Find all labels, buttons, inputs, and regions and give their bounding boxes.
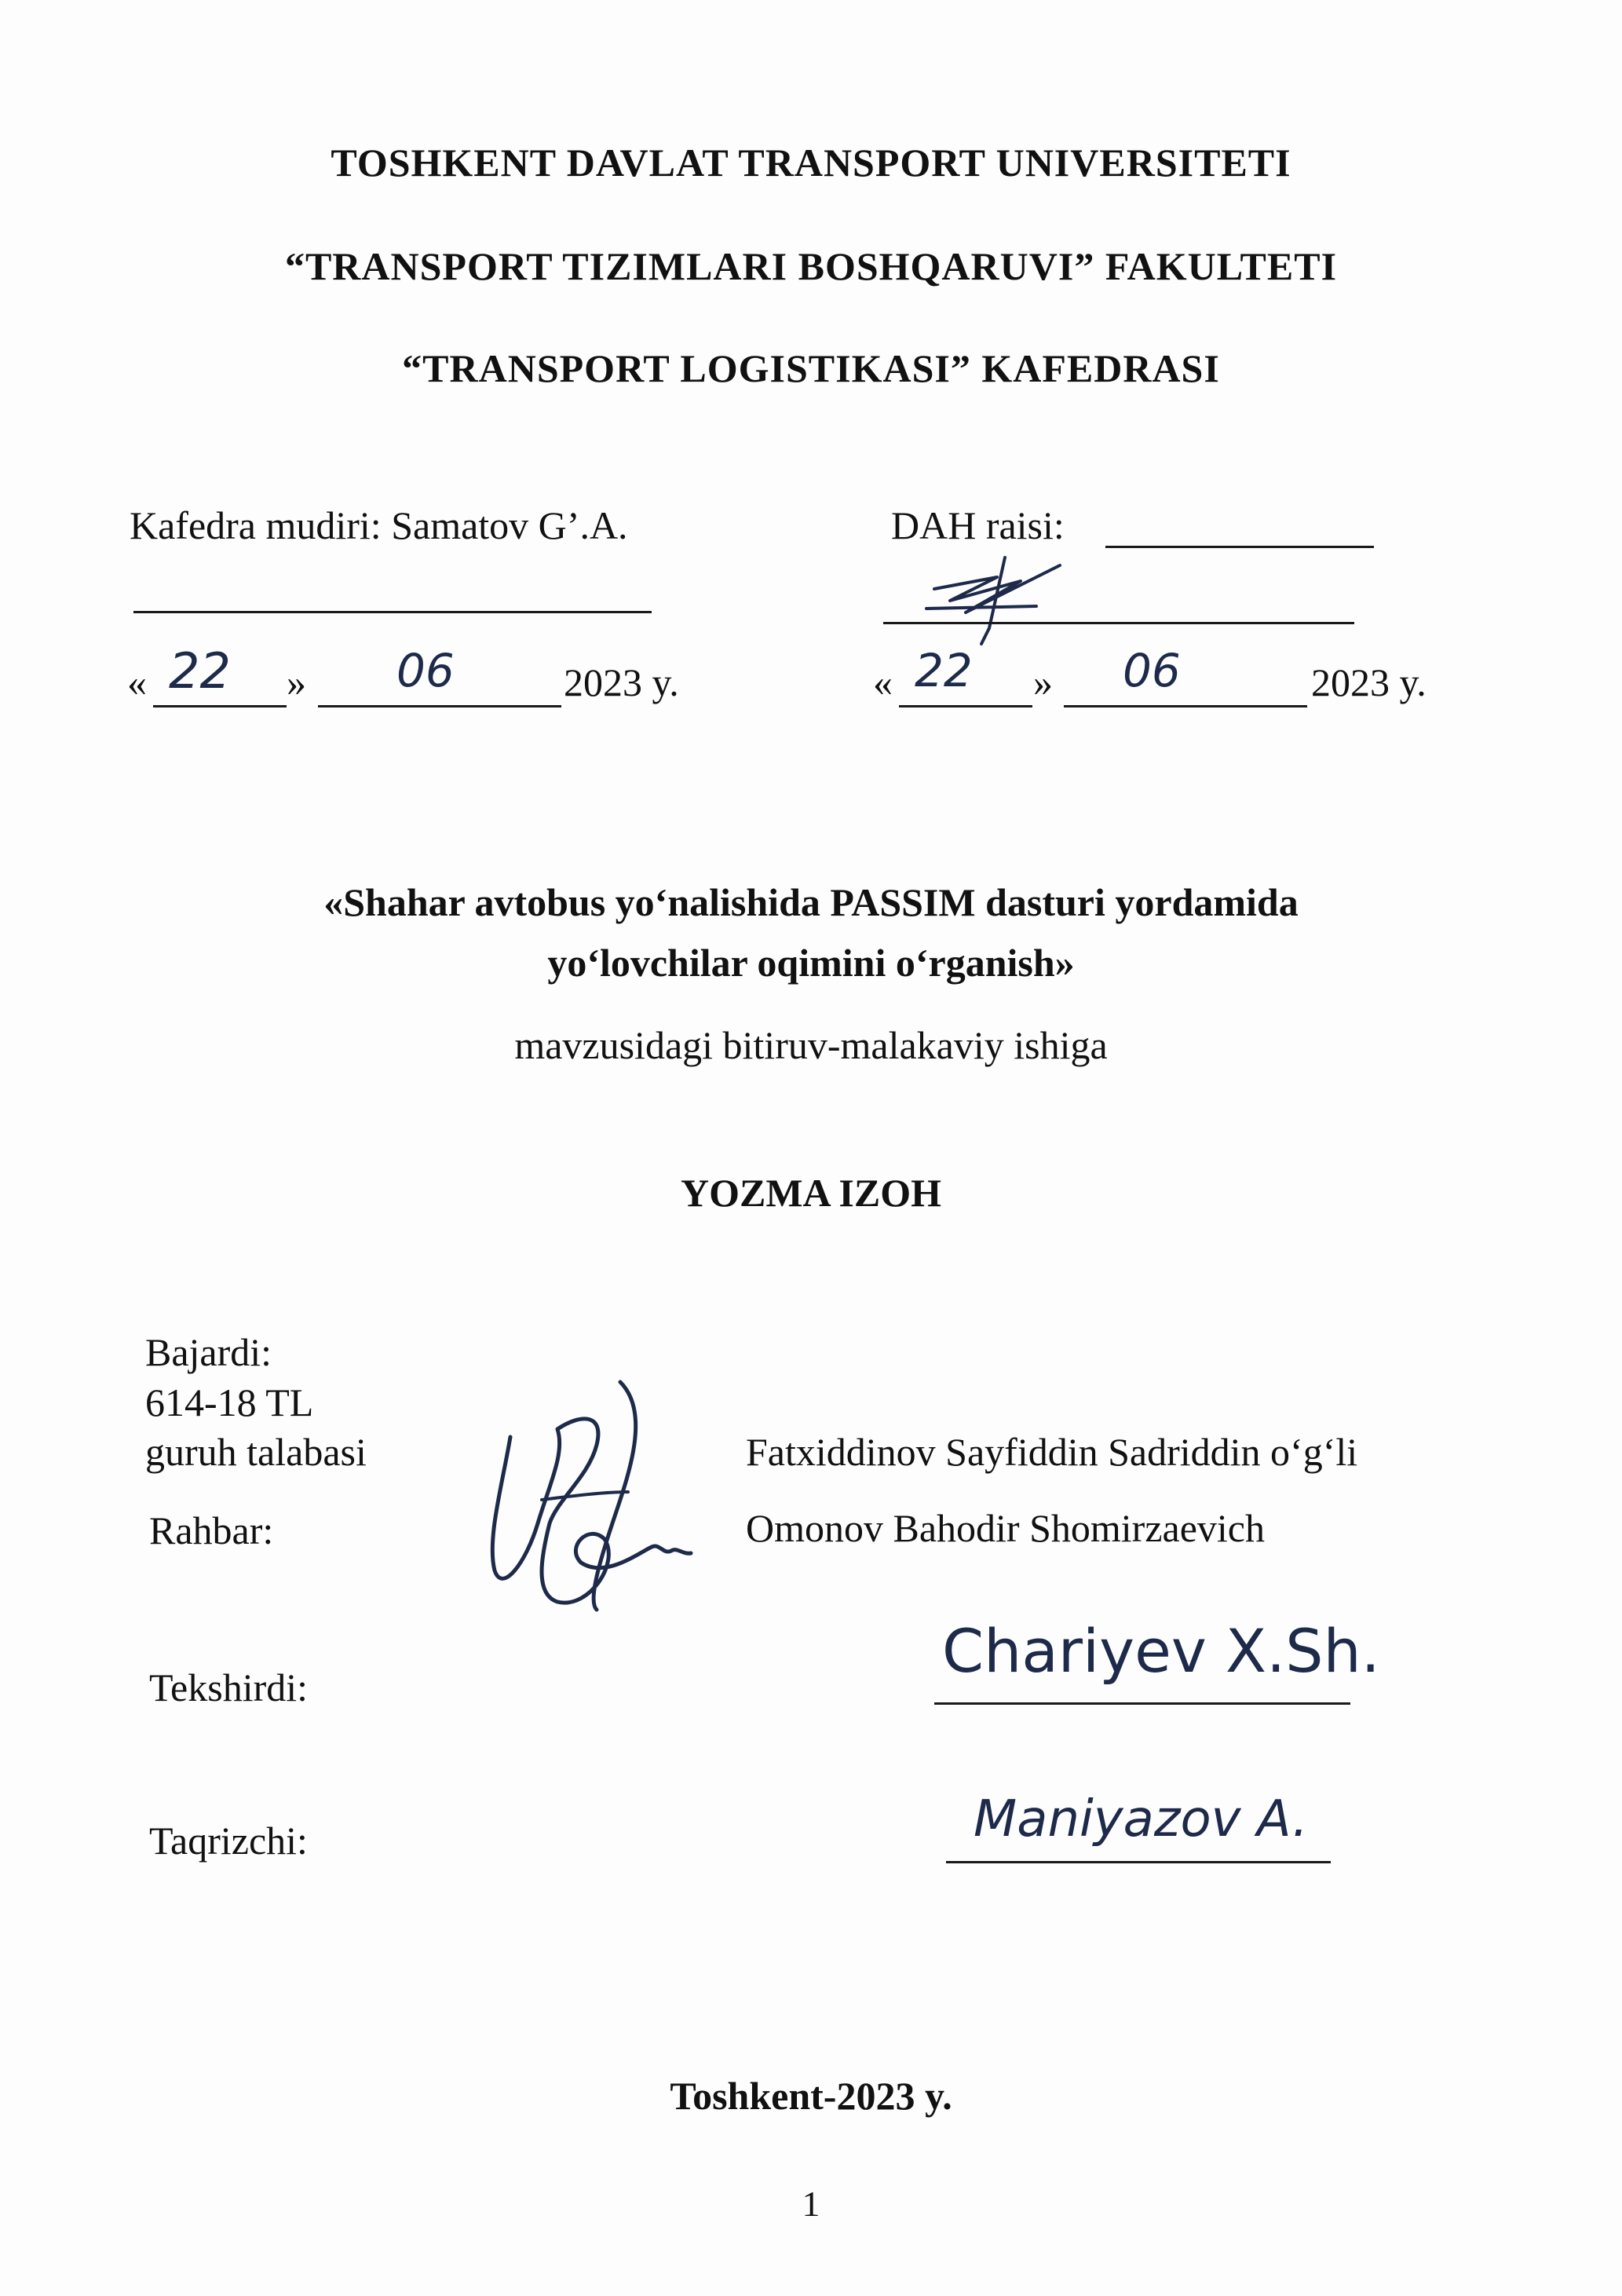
topic-subtitle: mavzusidagi bitiruv-malakaviy ishiga <box>514 1023 1108 1067</box>
document-title: YOZMA IZOH <box>681 1171 941 1215</box>
right-date-month-line <box>1064 705 1307 707</box>
left-date-open-quote: « <box>127 660 147 704</box>
department-head-signature-line <box>133 611 652 613</box>
right-date-month: 06 <box>1123 644 1181 697</box>
dah-chair-signature-line <box>883 622 1354 624</box>
dah-chair-signature <box>903 534 1083 660</box>
city-year: Toshkent-2023 y. <box>670 2074 952 2118</box>
right-date-day-line <box>899 705 1032 707</box>
left-date-month-line <box>318 705 561 707</box>
department-name: “TRANSPORT LOGISTIKASI” KAFEDRASI <box>402 346 1220 390</box>
supervisor-label: Rahbar: <box>149 1508 274 1552</box>
student-of-group-label: guruh talabasi <box>145 1430 367 1474</box>
right-date-year: 2023 y. <box>1311 660 1427 704</box>
left-date-close-quote: » <box>287 660 306 704</box>
student-supervisor-signatures <box>471 1366 707 1625</box>
right-date-open-quote: « <box>873 660 893 704</box>
checker-signature-line <box>934 1702 1350 1705</box>
page-number: 1 <box>802 2184 820 2224</box>
left-date-year: 2023 y. <box>564 660 679 704</box>
faculty-name: “TRANSPORT TIZIMLARI BOSHQARUVI” FAKULTETI <box>284 244 1338 288</box>
university-name: TOSHKENT DAVLAT TRANSPORT UNIVERSITETI <box>331 141 1291 185</box>
reviewer-label: Taqrizchi: <box>149 1819 308 1863</box>
topic-line-2: yo‘lovchilar oqimini o‘rganish» <box>547 941 1075 985</box>
reviewer-signature-line <box>946 1861 1331 1863</box>
checker-name: Chariyev X.Sh. <box>942 1616 1380 1686</box>
department-head-label: Kafedra mudiri: Samatov G’.A. <box>130 503 628 547</box>
student-name: Fatxiddinov Sayfiddin Sadriddin o‘g‘li <box>746 1430 1358 1474</box>
left-date-day: 22 <box>169 642 231 700</box>
dah-chair-line <box>1105 546 1374 548</box>
checker-label: Tekshirdi: <box>149 1665 309 1709</box>
right-date-close-quote: » <box>1033 660 1053 704</box>
right-date-day: 22 <box>915 644 973 697</box>
left-date-month: 06 <box>396 644 455 697</box>
reviewer-name: Maniyazov A. <box>974 1790 1309 1848</box>
topic-line-1: «Shahar avtobus yo‘nalishida PASSIM dasturi yordamida <box>323 880 1299 924</box>
left-date-day-line <box>153 705 287 707</box>
done-by-label: Bajardi: <box>145 1330 272 1374</box>
dah-chair-label: DAH raisi: <box>891 503 1065 547</box>
supervisor-name: Omonov Bahodir Shomirzaevich <box>746 1506 1265 1550</box>
group-number: 614-18 TL <box>145 1380 314 1424</box>
